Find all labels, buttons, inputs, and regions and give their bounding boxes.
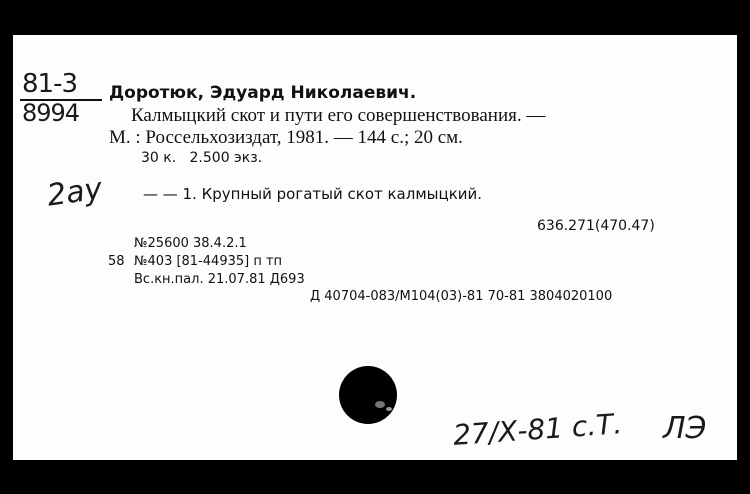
- ref-line-1: №25600 38.4.2.1: [134, 236, 247, 251]
- ref-line-3: Вс.кн.пал. 21.07.81 Д693: [134, 272, 305, 287]
- subject-line: — — 1. Крупный рогатый скот калмыцкий.: [143, 185, 483, 203]
- punch-hole-debris: [375, 401, 385, 408]
- title-line: Калмыцкий скот и пути его совершенствования. —: [131, 105, 546, 126]
- handwritten-date: 27/Х-81 с.Т.: [452, 407, 624, 452]
- classification-number: 636.271(470.47): [537, 218, 655, 234]
- handwritten-mark: 2ау: [44, 171, 105, 214]
- ref-line-4: Д 40704-083/М104(03)-81 70-81 3804020100: [310, 289, 613, 304]
- call-number-bottom: 8994: [22, 99, 80, 127]
- catalog-card: [13, 35, 737, 460]
- handwritten-initials: ЛЭ: [663, 411, 707, 446]
- imprint-line: М. : Россельхозиздат, 1981. — 144 с.; 20 см.: [109, 127, 463, 148]
- price-line: 30 к. 2.500 экз.: [141, 150, 263, 166]
- call-number-top: 81-3: [22, 69, 78, 99]
- punch-hole-debris: [386, 407, 392, 411]
- author-heading: Доротюк, Эдуард Николаевич.: [109, 83, 417, 103]
- punch-hole: [339, 366, 397, 424]
- ref-line-2: №403 [81-44935] п тп: [134, 254, 283, 269]
- ref-line-2-prefix: 58: [108, 254, 125, 269]
